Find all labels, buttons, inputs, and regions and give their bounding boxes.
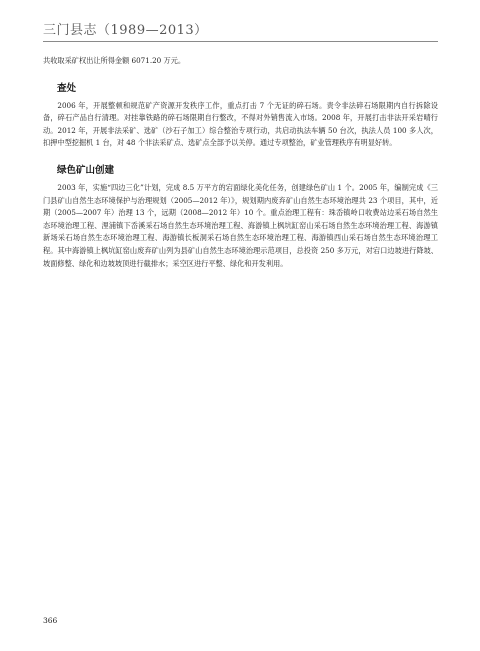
intro-paragraph: 共收取采矿权出让所得金额 6071.20 万元。 (43, 56, 186, 65)
section-title-green-mine: 绿色矿山创建 (57, 164, 115, 176)
header-rule (43, 41, 438, 42)
page-number: 366 (43, 616, 58, 625)
section-paragraph-green-mine: 2003 年，实施“四边三化”计划，完成 8.5 万平方的宕面绿化美化任务，创建绿色矿山 1 个。2005 年，编制完成《三门县矿山自然生态环境保护与治理规划（2005—2012 年）》，规划期内废弃矿山自然生态环境治理共 23 个项目，其中，近期（2005—2007 年）治理 13 个，远期（2008—2012 年）10 个。重点治理工程有：珠岙镇岭口收费站边采石场自然生态环境治理工程、浬浦镇下岙溪采石场自然生态环境治理工程、海游镇上枫坑缸窑山采石场自然生态环境治理工程、海游镇新场采石场自然生态环境治理工程、海游镇长板洞采石场自然生态环境治理工程、海游镇西山采石场自然生态环境治理工程。其中海游镇上枫坑缸窑山废弃矿山列为县矿山自然生态环境治理示范项目，总投资 250 多万元，对宕口边坡进行降坡、坡面修整、绿化和边坡坡顶进行截排水；采空区进行平整、绿化和开发利用。 (43, 182, 438, 268)
section-title-inspection: 查处 (57, 82, 77, 94)
running-header-title: 三门县志（1989—2013） (43, 23, 208, 38)
section-paragraph-inspection: 2006 年，开展整顿和规范矿产资源开发秩序工作，重点打击 7 个无证的碎石场。责令非法碎石场限期内自行拆除设备，碎石产品自行清理。对挂靠铁路的碎石场限期自行整改，不得对外销售流入市场。2008 年，开展打击非法开采岩晴行动。2012 年，开展非法采矿、选矿（沙石子加工）综合整治专项行动，共启动执法车辆 50 台次，执法人员 100 多人次，扣押中型挖掘机 1 台，对 48 个非法采矿点、选矿点全部予以关停。通过专项整治，矿业管理秩序有明显好转。 (43, 100, 438, 148)
page-body (43, 55, 438, 270)
